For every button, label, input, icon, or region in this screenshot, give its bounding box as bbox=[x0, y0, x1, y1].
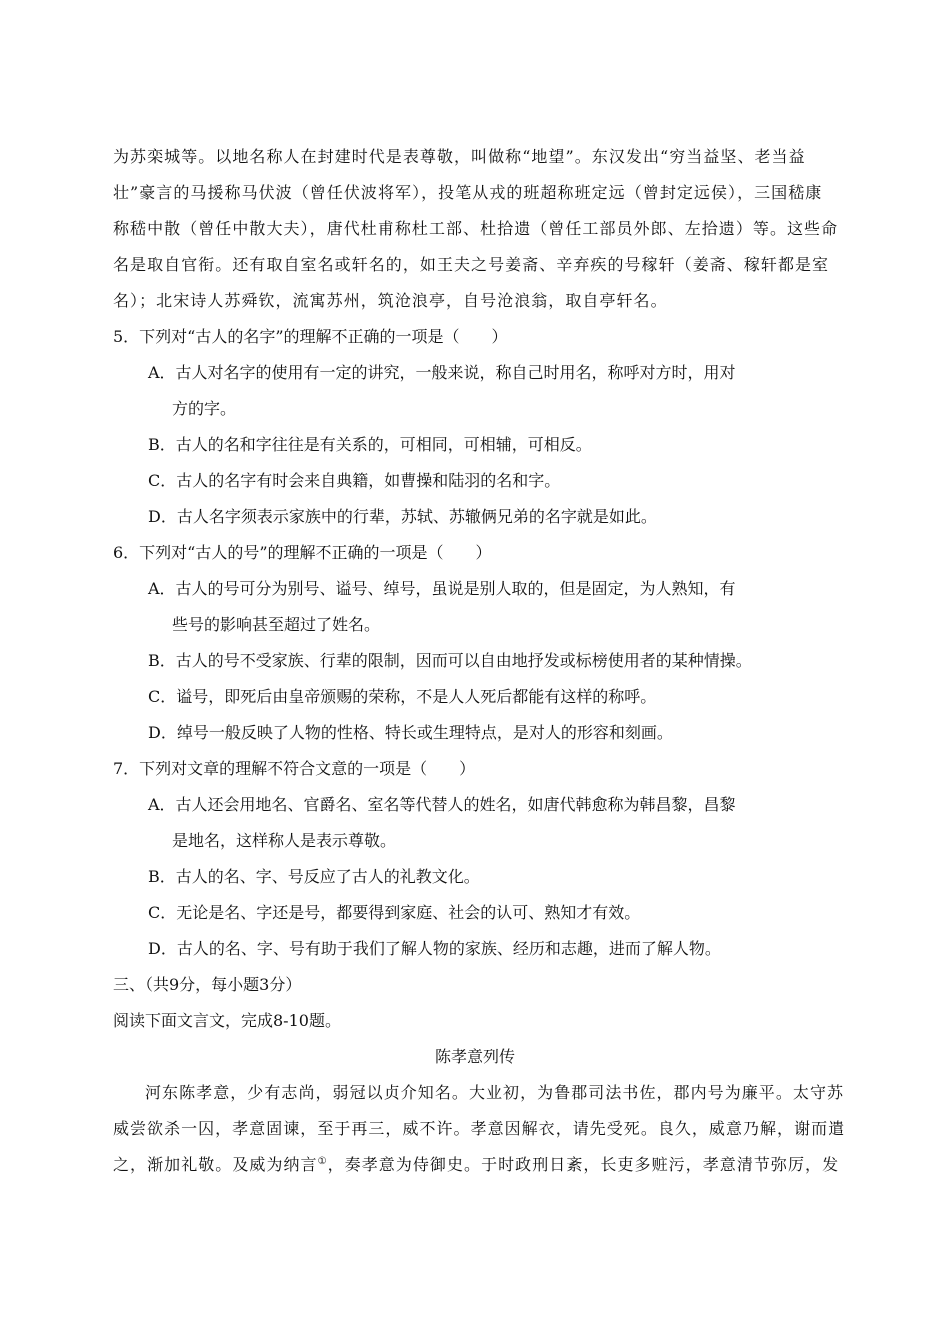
question-6-option-d: D．绰号一般反映了人物的性格、特长或生理特点，是对人的形容和刻画。 bbox=[148, 723, 673, 742]
question-5-option-d: D．古人名字须表示家族中的行辈，苏轼、苏辙俩兄弟的名字就是如此。 bbox=[148, 507, 657, 526]
question-6-option-c: C．谥号，即死后由皇帝颁赐的荣称，不是人人死后都能有这样的称呼。 bbox=[148, 687, 657, 706]
question-7-option-d: D．古人的名、字、号有助于我们了解人物的家族、经历和志趣，进而了解人物。 bbox=[148, 939, 721, 958]
classical-text-segment: 之，渐加礼敬。及威为纳言 bbox=[113, 1155, 318, 1174]
question-7-stem: 7．下列对文章的理解不符合文意的一项是（ ） bbox=[113, 759, 476, 778]
question-5-stem: 5．下列对“古人的名字”的理解不正确的一项是（ ） bbox=[113, 327, 508, 346]
question-5-option-b: B．古人的名和字往往是有关系的，可相同，可相辅，可相反。 bbox=[148, 435, 592, 454]
classical-text-line bbox=[113, 1155, 839, 1175]
question-5-option-a: A．古人对名字的使用有一定的讲究，一般来说，称自己时用名，称呼对方时，用对 bbox=[148, 363, 736, 382]
section-3-heading: 三、（共9分，每小题3分） bbox=[113, 975, 302, 994]
passage-line: 为苏栾城等。以地名称人在封建时代是表尊敬，叫做称“地望”。东汉发出“穷当益坚、老当益 bbox=[113, 147, 806, 166]
question-6-option-a-cont: 些号的影响甚至超过了姓名。 bbox=[172, 615, 381, 634]
classical-text-title: 陈孝意列传 bbox=[434, 1047, 515, 1066]
classical-text-line: 威尝欲杀一囚，孝意固谏，至于再三，威不许。孝意因解衣，请先受死。良久，威意乃解，谢而遣 bbox=[113, 1119, 846, 1138]
question-5-option-c: C．古人的名字有时会来自典籍，如曹操和陆羽的名和字。 bbox=[148, 471, 561, 490]
question-6-stem: 6．下列对“古人的号”的理解不正确的一项是（ ） bbox=[113, 543, 492, 562]
question-7-option-a: A．古人还会用地名、官爵名、室名等代替人的姓名，如唐代韩愈称为韩昌黎，昌黎 bbox=[148, 795, 736, 814]
classical-text-segment: ，奏孝意为侍御史。于时政刑日紊，长吏多赃污，孝意清节弥厉，发 bbox=[327, 1155, 840, 1174]
question-7-option-b: B．古人的名、字、号反应了古人的礼教文化。 bbox=[148, 867, 480, 886]
classical-text-line: 河东陈孝意，少有志尚，弱冠以贞介知名。大业初，为鲁郡司法书佐，郡内号为廉平。太守苏 bbox=[145, 1083, 845, 1102]
question-7-option-a-cont: 是地名，这样称人是表示尊敬。 bbox=[172, 831, 397, 850]
passage-line: 称嵇中散（曾任中散大夫），唐代杜甫称杜工部、杜拾遗（曾任工部员外郎、左拾遗）等。这些命 bbox=[113, 219, 839, 238]
passage-line: 名）；北宋诗人苏舜钦，流寓苏州，筑沧浪亭，自号沧浪翁，取自亭轩名。 bbox=[113, 291, 668, 310]
passage-line: 壮”豪言的马援称马伏波（曾任伏波将军），投笔从戎的班超称班定远（曾封定远侯），三国嵇康 bbox=[113, 183, 823, 202]
passage-line: 名是取自官衔。还有取自室名或轩名的，如王夫之号姜斋、辛弃疾的号稼轩（姜斋、稼轩都是室 bbox=[113, 255, 830, 274]
question-6-option-b: B．古人的号不受家族、行辈的限制，因而可以自由地抒发或标榜使用者的某种情操。 bbox=[148, 651, 752, 670]
question-7-option-c: C．无论是名、字还是号，都要得到家庭、社会的认可、熟知才有效。 bbox=[148, 903, 641, 922]
footnote-marker: ① bbox=[317, 1156, 328, 1167]
question-5-option-a-cont: 方的字。 bbox=[172, 399, 237, 418]
section-3-instruction: 阅读下面文言文，完成8-10题。 bbox=[113, 1011, 341, 1030]
question-6-option-a: A．古人的号可分为别号、谥号、绰号，虽说是别人取的，但是固定，为人熟知，有 bbox=[148, 579, 736, 598]
